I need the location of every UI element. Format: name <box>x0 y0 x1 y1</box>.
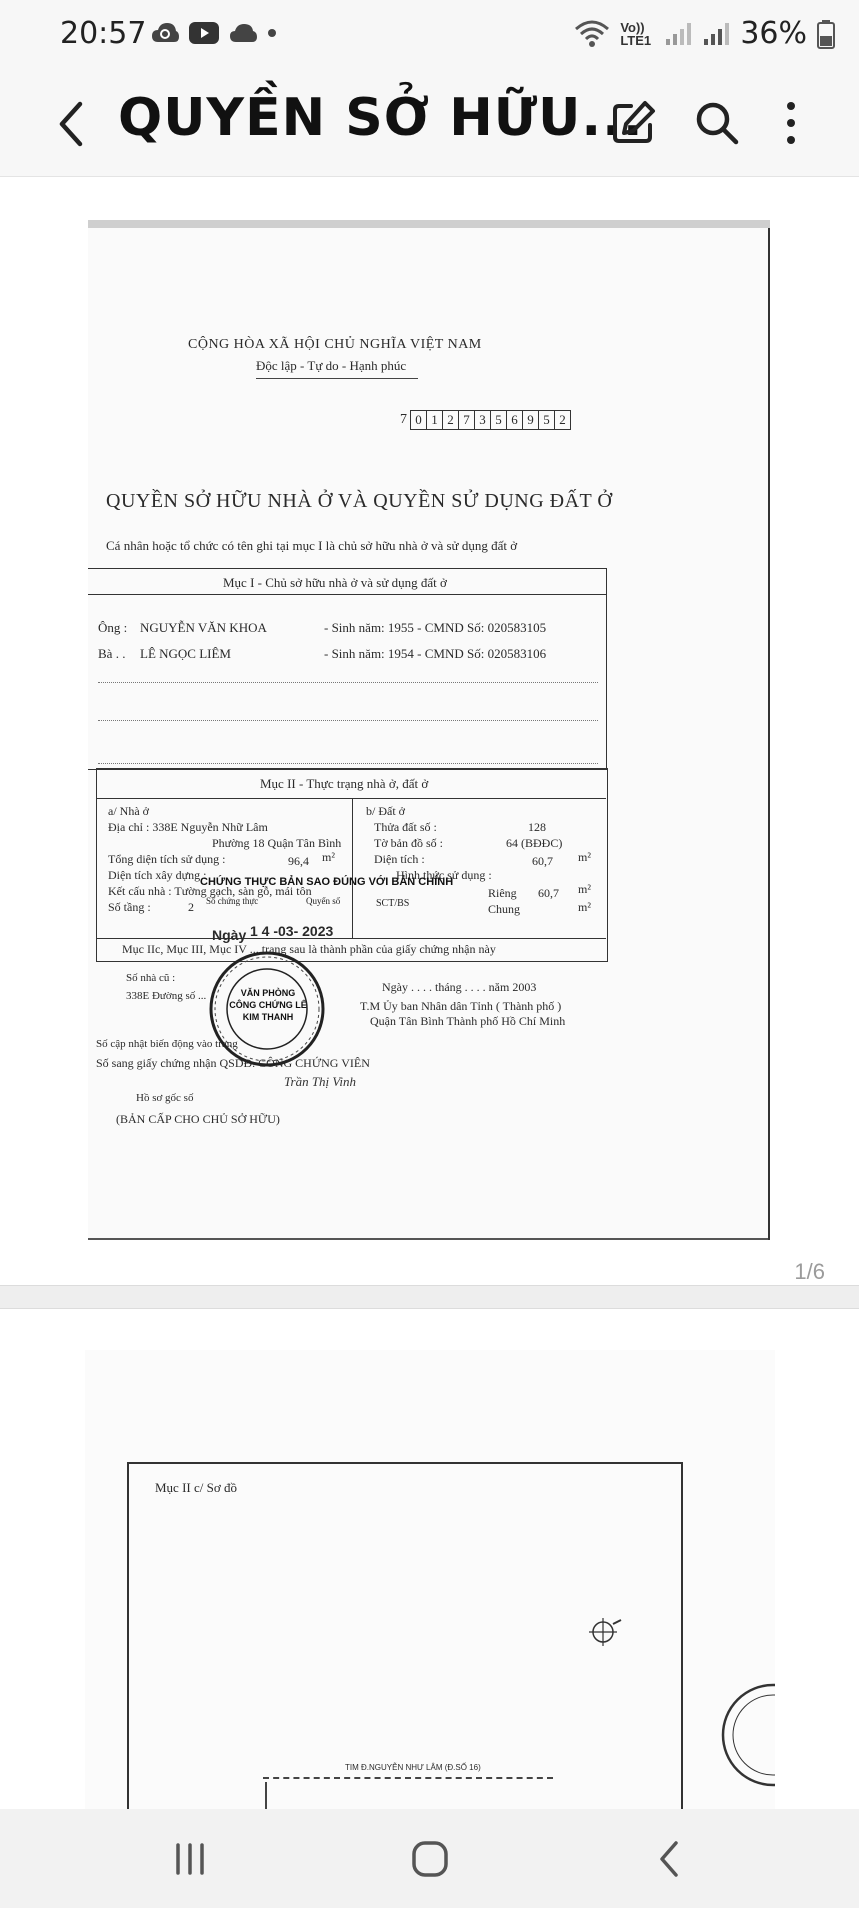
signal-icon <box>664 21 692 47</box>
stamp-book: Số chứng thực <box>206 896 259 906</box>
construction-area-label: Diện tích xây dựng : <box>108 868 207 882</box>
file-number: Hồ sơ gốc số <box>136 1092 194 1104</box>
house-ward: Phường 18 Quận Tân Bình <box>212 836 342 850</box>
document-title: QUYỀN SỞ HỮU NHÀ Ở VÀ QUYỀN SỬ DỤNG ĐẤT Ở <box>106 490 613 512</box>
stamp-sct: SCT/BS <box>376 898 410 909</box>
app-bar <box>0 70 859 177</box>
certify-line: Số sang giấy chứng nhận QSDĐ. CÔNG CHỨNG VIÊN <box>96 1056 370 1070</box>
serial-digit: 7 <box>458 410 475 430</box>
document-page-2[interactable] <box>85 1350 775 1810</box>
unit-m2: m² <box>322 850 335 864</box>
cloud-icon <box>228 22 258 44</box>
serial-digit: 5 <box>490 410 507 430</box>
signature: Trần Thị Vinh <box>284 1074 357 1089</box>
motto-underline <box>256 378 418 379</box>
floors-label: Số tầng : <box>108 900 151 914</box>
unit-m2: m² <box>578 900 591 914</box>
more-vert-icon[interactable] <box>770 96 824 150</box>
plot-value: 128 <box>528 820 546 834</box>
navigation-bar <box>0 1809 859 1908</box>
network-label: Vo)) LTE1 <box>620 19 652 48</box>
battery-percent: 36% <box>740 16 807 51</box>
document-page-1[interactable] <box>88 220 770 1240</box>
unit-m2: m² <box>578 882 591 896</box>
serial-digit: 2 <box>442 410 459 430</box>
intro-line: Cá nhân hoặc tổ chức có tên ghi tại mục I là chủ sở hữu nhà ở và sử dụng đất ở <box>106 538 518 553</box>
owner-1-name: NGUYỄN VĂN KHOA <box>140 620 267 635</box>
seal-text: VĂN PHÒNG CÔNG CHỨNG LÊ KIM THANH <box>229 988 307 1022</box>
owner-2-prefix: Bà . . <box>98 646 126 661</box>
dot-icon <box>266 27 278 39</box>
section-2-title: Mục II - Thực trạng nhà ở, đất ở <box>260 776 429 791</box>
national-header: CỘNG HÒA XÃ HỘI CHỦ NGHĨA VIỆT NAM <box>188 337 482 352</box>
usage-label: Hình thức sử dụng : <box>396 868 492 882</box>
committee-line-1: T.M Ủy ban Nhân dân Tỉnh ( Thành phố ) <box>360 999 562 1013</box>
stamp-certify: CHỨNG THỰC BẢN SAO ĐÚNG VỚI BẢN CHÍNH <box>200 876 454 888</box>
committee-line-2: Quận Tân Bình Thành phố Hồ Chí Minh <box>370 1014 566 1028</box>
page-title: QUYỀN SỞ HỮU... <box>118 88 644 148</box>
serial-digit: 1 <box>426 410 443 430</box>
stamp-date-label: Ngày <box>212 927 247 943</box>
map-value: 64 (BĐĐC) <box>506 836 563 850</box>
section-1-title: Mục I - Chủ sở hữu nhà ở và sử dụng đất ở <box>223 575 447 590</box>
partial-seal <box>717 1680 775 1790</box>
stamp-volume: Quyển số <box>306 896 341 906</box>
date-line: Ngày . . . . tháng . . . . năm 2003 <box>382 980 537 994</box>
sync-cloud-icon <box>150 20 180 46</box>
home-icon[interactable] <box>400 1837 460 1881</box>
back-icon[interactable] <box>46 94 96 154</box>
serial-digit: 0 <box>410 410 427 430</box>
plot-label: Thửa đất số : <box>374 820 437 834</box>
owner-1-prefix: Ông : <box>98 620 128 635</box>
private-value: 60,7 <box>538 886 559 900</box>
page-divider <box>0 1285 859 1309</box>
stamp-date: 1 4 -03- 2023 <box>250 923 334 939</box>
private-label: Riêng <box>488 886 517 900</box>
old-house-number: Số nhà cũ : <box>126 972 176 984</box>
search-icon[interactable] <box>690 96 744 150</box>
owner-2-name: LÊ NGỌC LIÊM <box>140 646 231 661</box>
compass-icon <box>585 1610 625 1650</box>
map-label: Tờ bản đồ số : <box>374 836 444 850</box>
house-label: a/ Nhà ở <box>108 804 149 818</box>
structure-label: Kết cấu nhà : Tường gạch, sàn gỗ, mái tôn <box>108 884 312 898</box>
serial-number: 7 0 1 2 7 3 5 6 9 5 2 <box>400 410 571 430</box>
serial-digit: 9 <box>522 410 539 430</box>
edit-icon[interactable] <box>606 96 660 150</box>
old-address: 338E Đường số ... <box>126 990 207 1002</box>
land-area-label: Diện tích : <box>374 852 425 866</box>
signal-icon <box>702 21 730 47</box>
update-line: Số cập nhật biến động vào trang <box>96 1038 238 1050</box>
status-bar <box>0 0 859 70</box>
back-nav-icon[interactable] <box>640 1837 700 1881</box>
youtube-icon <box>188 21 220 45</box>
owner-1-info: - Sinh năm: 1955 - CMND Số: 020583105 <box>324 620 547 635</box>
document-viewer[interactable] <box>0 177 859 1809</box>
owner-2-info: - Sinh năm: 1954 - CMND Số: 020583106 <box>324 646 547 661</box>
section-2c-title: Mục II c/ Sơ đồ <box>155 1480 237 1495</box>
footer-sections: Mục IIc, Mục III, Mục IV ... trang sau là thành phần của giấy chứng nhận này <box>122 942 496 956</box>
serial-digit: 5 <box>538 410 555 430</box>
shared-label: Chung <box>488 902 521 916</box>
street-label: TIM Đ.NGUYỄN NHƯ LÂM (Đ.SỐ 16) <box>345 1763 481 1772</box>
land-area-value: 60,7 <box>532 854 553 868</box>
owner-copy: (BẢN CẤP CHO CHỦ SỞ HỮU) <box>116 1112 280 1126</box>
serial-digit: 6 <box>506 410 523 430</box>
national-motto: Độc lập - Tự do - Hạnh phúc <box>256 358 407 373</box>
floors-value: 2 <box>188 900 194 914</box>
unit-m2: m² <box>578 850 591 864</box>
land-label: b/ Đất ở <box>366 804 406 818</box>
total-area-value: 96,4 <box>288 854 309 868</box>
total-area-label: Tổng diện tích sử dụng : <box>108 852 226 866</box>
status-time: 20:57 <box>60 16 147 51</box>
recents-icon[interactable] <box>160 1837 220 1881</box>
page-indicator: 1/6 <box>794 1259 825 1284</box>
dotted-lines <box>98 682 598 764</box>
serial-digit: 3 <box>474 410 491 430</box>
house-address: Địa chỉ : 338E Nguyễn Nhữ Lâm <box>108 820 268 834</box>
wifi-icon <box>574 19 610 49</box>
street-line <box>263 1777 553 1779</box>
serial-digit: 2 <box>554 410 571 430</box>
battery-icon <box>817 19 835 49</box>
